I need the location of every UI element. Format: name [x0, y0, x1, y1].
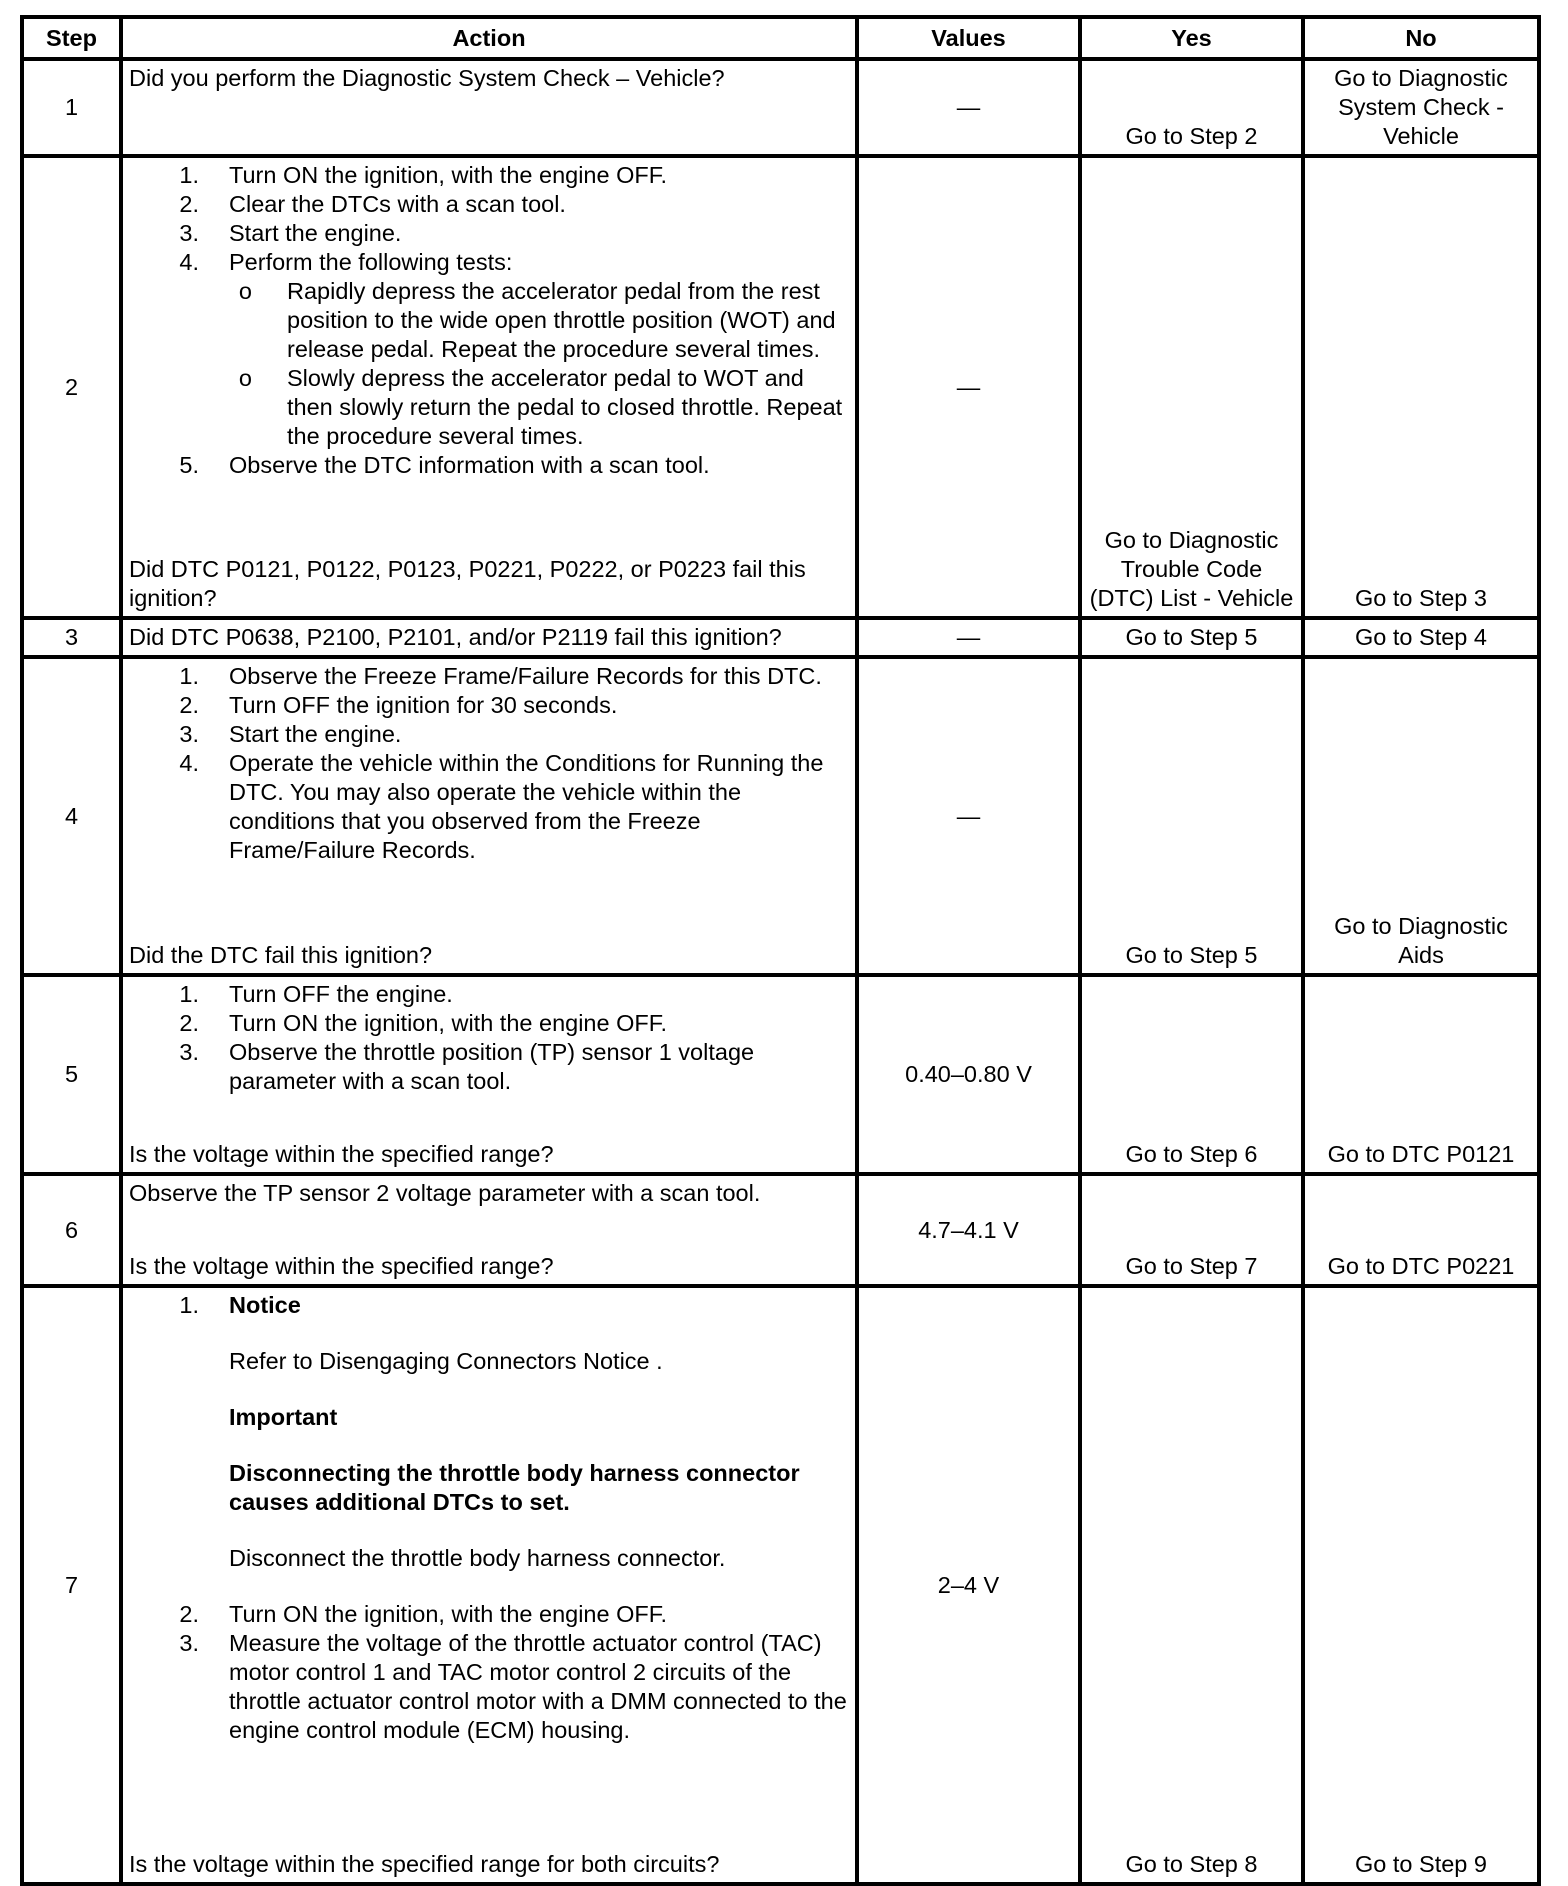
yes-link[interactable]: Go to Step 7: [1080, 1174, 1303, 1286]
important-label: Important: [229, 1404, 338, 1430]
sub-list-item: o Slowly depress the accelerator pedal to WOT and then slowly return the pedal to closed throttle. Repeat the procedure several times.: [238, 365, 843, 449]
action-cell: [121, 1174, 857, 1286]
values-cell: —: [857, 657, 1080, 975]
list-item: 4. Perform the following tests:: [179, 249, 513, 275]
list-item: 1. Notice: [179, 1292, 301, 1318]
table-row-step-2: [22, 156, 1539, 618]
values-cell: —: [857, 618, 1080, 657]
notice-text: Refer to Disengaging Connectors Notice .: [229, 1348, 663, 1374]
list-item: 3. Observe the throttle position (TP) sensor 1 voltage parameter with a scan tool.: [179, 1039, 755, 1094]
yes-link[interactable]: Go to Step 2: [1080, 59, 1303, 156]
list-item: 2. Turn ON the ignition, with the engine OFF.: [179, 1010, 668, 1036]
list-item: 2. Turn OFF the ignition for 30 seconds.: [179, 692, 618, 718]
values-cell: —: [857, 59, 1080, 156]
action-text: Did you perform the Diagnostic System Check – Vehicle?: [129, 65, 725, 91]
no-link[interactable]: Go to Step 9: [1303, 1286, 1539, 1884]
action-steps: [129, 662, 847, 865]
table-row-step-3: [22, 618, 1539, 657]
header-yes: Yes: [1080, 17, 1303, 59]
header-row: [22, 17, 1539, 59]
step-number: 6: [22, 1174, 121, 1286]
yes-link[interactable]: Go to Step 5: [1080, 657, 1303, 975]
diagnostic-table: [20, 15, 1541, 1886]
list-item: 3. Start the engine.: [179, 721, 402, 747]
step-number: 3: [22, 618, 121, 657]
list-item: 5. Observe the DTC information with a scan tool.: [179, 452, 710, 478]
action-cell: [121, 156, 857, 618]
values-cell: 0.40–0.80 V: [857, 975, 1080, 1174]
list-item: 4. Operate the vehicle within the Conditions for Running the DTC. You may also operate the vehicle within the conditions that you observed from the Freeze Frame/Failure Records.: [179, 750, 824, 863]
no-link[interactable]: Go to Diagnostic System Check - Vehicle: [1303, 59, 1539, 156]
step-number: 5: [22, 975, 121, 1174]
step-number: 4: [22, 657, 121, 975]
step1-instruction: Disconnect the throttle body harness connector.: [229, 1545, 726, 1571]
table-row-step-5: [22, 975, 1539, 1174]
step-number: 7: [22, 1286, 121, 1884]
values-cell: 2–4 V: [857, 1286, 1080, 1884]
no-link[interactable]: Go to DTC P0221: [1303, 1174, 1539, 1286]
no-link[interactable]: Go to Step 4: [1303, 618, 1539, 657]
action-cell: [121, 59, 857, 156]
values-cell: 4.7–4.1 V: [857, 1174, 1080, 1286]
header-no: No: [1303, 17, 1539, 59]
header-values: Values: [857, 17, 1080, 59]
yes-link[interactable]: Go to Step 6: [1080, 975, 1303, 1174]
action-text: Did DTC P0638, P2100, P2101, and/or P2119 fail this ignition?: [129, 624, 782, 650]
table-row-step-6: [22, 1174, 1539, 1286]
action-text: Observe the TP sensor 2 voltage parameter with a scan tool.: [129, 1180, 761, 1206]
action-cell: [121, 1286, 857, 1884]
sub-list-item: o Rapidly depress the accelerator pedal from the rest position to the wide open throttle position (WOT) and release pedal. Repeat the procedure several times.: [238, 278, 836, 362]
action-question: Is the voltage within the specified range?: [129, 1253, 554, 1279]
list-item: 1. Turn ON the ignition, with the engine OFF.: [179, 162, 668, 188]
action-steps: [129, 1291, 847, 1745]
action-cell: [121, 657, 857, 975]
list-item: 3. Measure the voltage of the throttle actuator control (TAC) motor control 1 and TAC motor control 2 circuits of the throttle actuator control motor with a DMM connected to the engine control module (ECM) housing.: [179, 1630, 847, 1743]
action-steps: [129, 980, 847, 1096]
table-row-step-1: [22, 59, 1539, 156]
action-question: Is the voltage within the specified range?: [129, 1141, 554, 1167]
list-item: 3. Start the engine.: [179, 220, 402, 246]
no-link[interactable]: Go to Diagnostic Aids: [1303, 657, 1539, 975]
yes-link[interactable]: Go to Step 8: [1080, 1286, 1303, 1884]
list-item: 2. Turn ON the ignition, with the engine OFF.: [179, 1601, 668, 1627]
step-number: 2: [22, 156, 121, 618]
action-steps: [129, 161, 847, 480]
no-link[interactable]: Go to Step 3: [1303, 156, 1539, 618]
action-question: Did DTC P0121, P0122, P0123, P0221, P0222, or P0223 fail this ignition?: [129, 556, 806, 611]
values-cell: —: [857, 156, 1080, 618]
yes-link[interactable]: Go to Diagnostic Trouble Code (DTC) List - Vehicle: [1080, 156, 1303, 618]
table-row-step-7: [22, 1286, 1539, 1884]
step-number: 1: [22, 59, 121, 156]
action-cell: [121, 975, 857, 1174]
no-link[interactable]: Go to DTC P0121: [1303, 975, 1539, 1174]
table-row-step-4: [22, 657, 1539, 975]
action-question: Did the DTC fail this ignition?: [129, 942, 433, 968]
list-item: 1. Observe the Freeze Frame/Failure Records for this DTC.: [179, 663, 822, 689]
list-item: 1. Turn OFF the engine.: [179, 981, 453, 1007]
header-step: Step: [22, 17, 121, 59]
action-question: Is the voltage within the specified range for both circuits?: [129, 1851, 720, 1877]
action-cell: [121, 618, 857, 657]
list-item: 2. Clear the DTCs with a scan tool.: [179, 191, 566, 217]
header-action: Action: [121, 17, 857, 59]
yes-link[interactable]: Go to Step 5: [1080, 618, 1303, 657]
important-text: Disconnecting the throttle body harness connector causes additional DTCs to set.: [229, 1460, 800, 1515]
